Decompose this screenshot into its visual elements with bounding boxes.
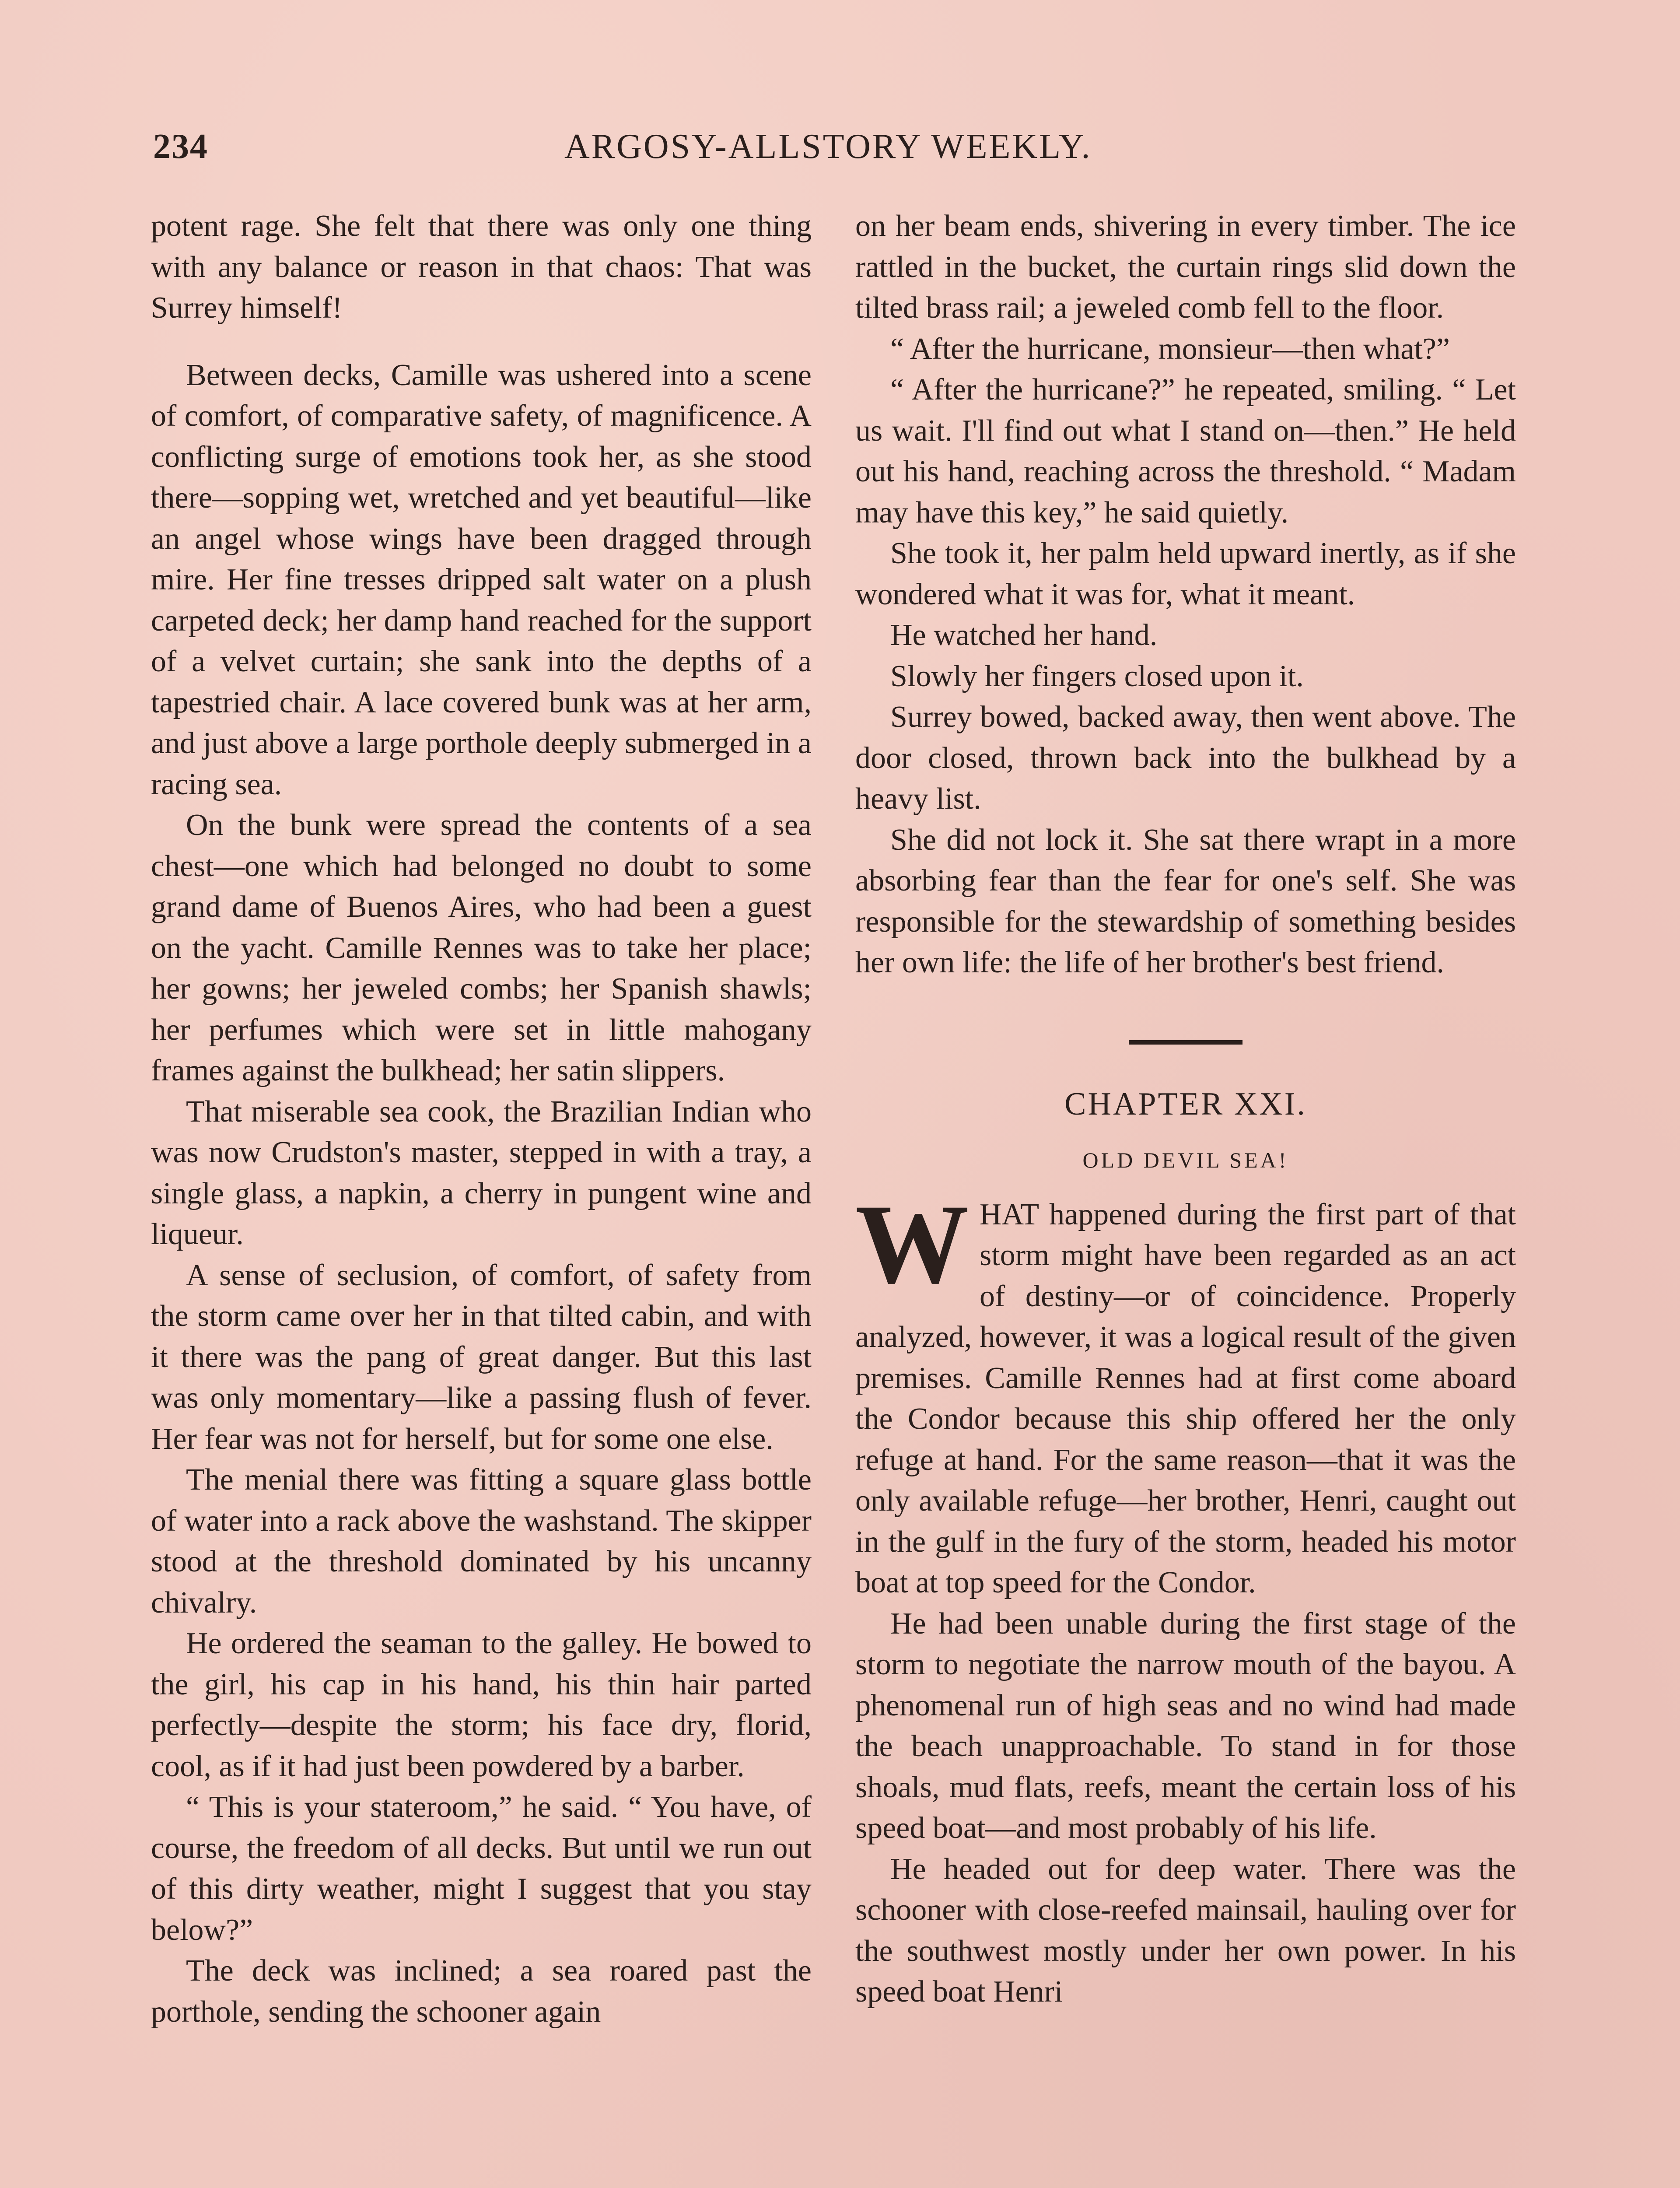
paragraph: “ This is your stateroom,” he said. “ You have, of course, the freedom of all decks. But until we run out of this dirty weather, might I suggest that you stay below?” [151,1790,812,1947]
running-head: ARGOSY-ALLSTORY WEEKLY. [564,127,1092,166]
drop-cap: W [855,1181,969,1307]
paragraph: Surrey bowed, backed away, then went above. The door closed, thrown back into the bulkhead by a heavy list. [855,700,1516,816]
paragraph: A sense of seclusion, of comfort, of safety from the storm came over her in that tilted cabin, and with it there was the pang of great danger. But this last was only momentary—like a passing flush of fever. Her fear was not for herself, but for some one else. [151,1258,812,1456]
paragraph: The deck was inclined; a sea roared past the porthole, sending the schooner again [151,1954,812,2029]
paragraph: He headed out for deep water. There was the schooner with close-reefed mainsail, hauling over for the southwest mostly under her own power. In his speed boat Henri [855,1852,1516,2009]
paragraph: “ After the hurricane, monsieur—then what?” [890,332,1450,366]
chapter-title: CHAPTER XXI. [1064,1086,1307,1122]
paragraph-text: HAT happened during the first part of that storm might have been regarded as an act of destiny—or of coincidence. Properly analyzed, however, it was a logical result of the given premises. Camille Rennes had at first come aboard the Condor because this ship offered her the only refuge at hand. For the same reason—that it was the only available refuge—her brother, Henri, caught out in the gulf in the fury of the storm, headed his motor boat at top speed for the Condor. [855,1197,1516,1599]
paragraph: Slowly her fingers closed upon it. [890,659,1304,693]
paragraph: He ordered the seaman to the galley. He bowed to the girl, his cap in his hand, his thin hair parted perfectly—despite the storm; his face dry, florid, cool, as if it had just been powdered by a barber. [151,1627,812,1783]
paragraph: The menial there was fitting a square glass bottle of water into a rack above the washstand. The skipper stood at the threshold dominated by his uncanny chivalry. [151,1463,812,1620]
page-number: 234 [153,127,208,166]
chapter-subtitle: OLD DEVIL SEA! [1082,1148,1289,1172]
chapter-opening-paragraph [855,1181,1516,1603]
paragraph: She did not lock it. She sat there wrapt in a more absorbing fear than the fear for one's self. She was responsible for the stewardship of something besides her own life: the life of her brother's best friend. [855,823,1516,979]
right-column [855,206,1516,2013]
paragraph: Between decks, Camille was ushered into a scene of comfort, of comparative safety, of magnificence. A conflicting surge of emotions took her, as she stood there—sopping wet, wretched and yet beautiful—like an angel whose wings have been dragged through mire. Her fine tresses dripped salt water on a plush carpeted deck; her damp hand reached for the support of a velvet curtain; she sank into the depths of a tapestried chair. A lace covered bunk was at her arm, and just above a large porthole deeply submerged in a racing sea. [151,358,812,801]
paragraph: on her beam ends, shivering in every timber. The ice rattled in the bucket, the curtain rings slid down the tilted brass rail; a jeweled comb fell to the floor. [855,209,1516,325]
paragraph: “ After the hurricane?” he repeated, smiling. “ Let us wait. I'll find out what I stand on—then.” He held out his hand, reaching across the threshold. “ Madam may have this key,” he said quietly. [855,373,1516,529]
paragraph: potent rage. She felt that there was only one thing with any balance or reason in that chaos: That was Surrey himself! [151,209,812,325]
paragraph: On the bunk were spread the contents of a sea chest—one which had belonged no doubt to some grand dame of Buenos Aires, who had been a guest on the yacht. Camille Rennes was to take her place; her gowns; her jeweled combs; her Spanish shawls; her perfumes which were set in little mahogany frames against the bulkhead; her satin slippers. [151,808,812,1087]
page-header [153,127,1536,184]
paragraph: He had been unable during the first stage of the storm to negotiate the narrow mouth of the bayou. A phenomenal run of high seas and no wind had made the beach unapproachable. To stand in for those shoals, mud flats, reefs, meant the certain loss of his speed boat—and most probably of his life. [855,1606,1516,1845]
paragraph: That miserable sea cook, the Brazilian Indian who was now Crudston's master, stepped in with a tray, a single glass, a napkin, a cherry in pungent wine and liqueur. [151,1094,812,1251]
left-column [151,206,812,2032]
paragraph: She took it, her palm held upward inertly, as if she wondered what it was for, what it meant. [855,536,1516,611]
paragraph: He watched her hand. [890,618,1158,652]
section-divider [1129,1040,1242,1045]
